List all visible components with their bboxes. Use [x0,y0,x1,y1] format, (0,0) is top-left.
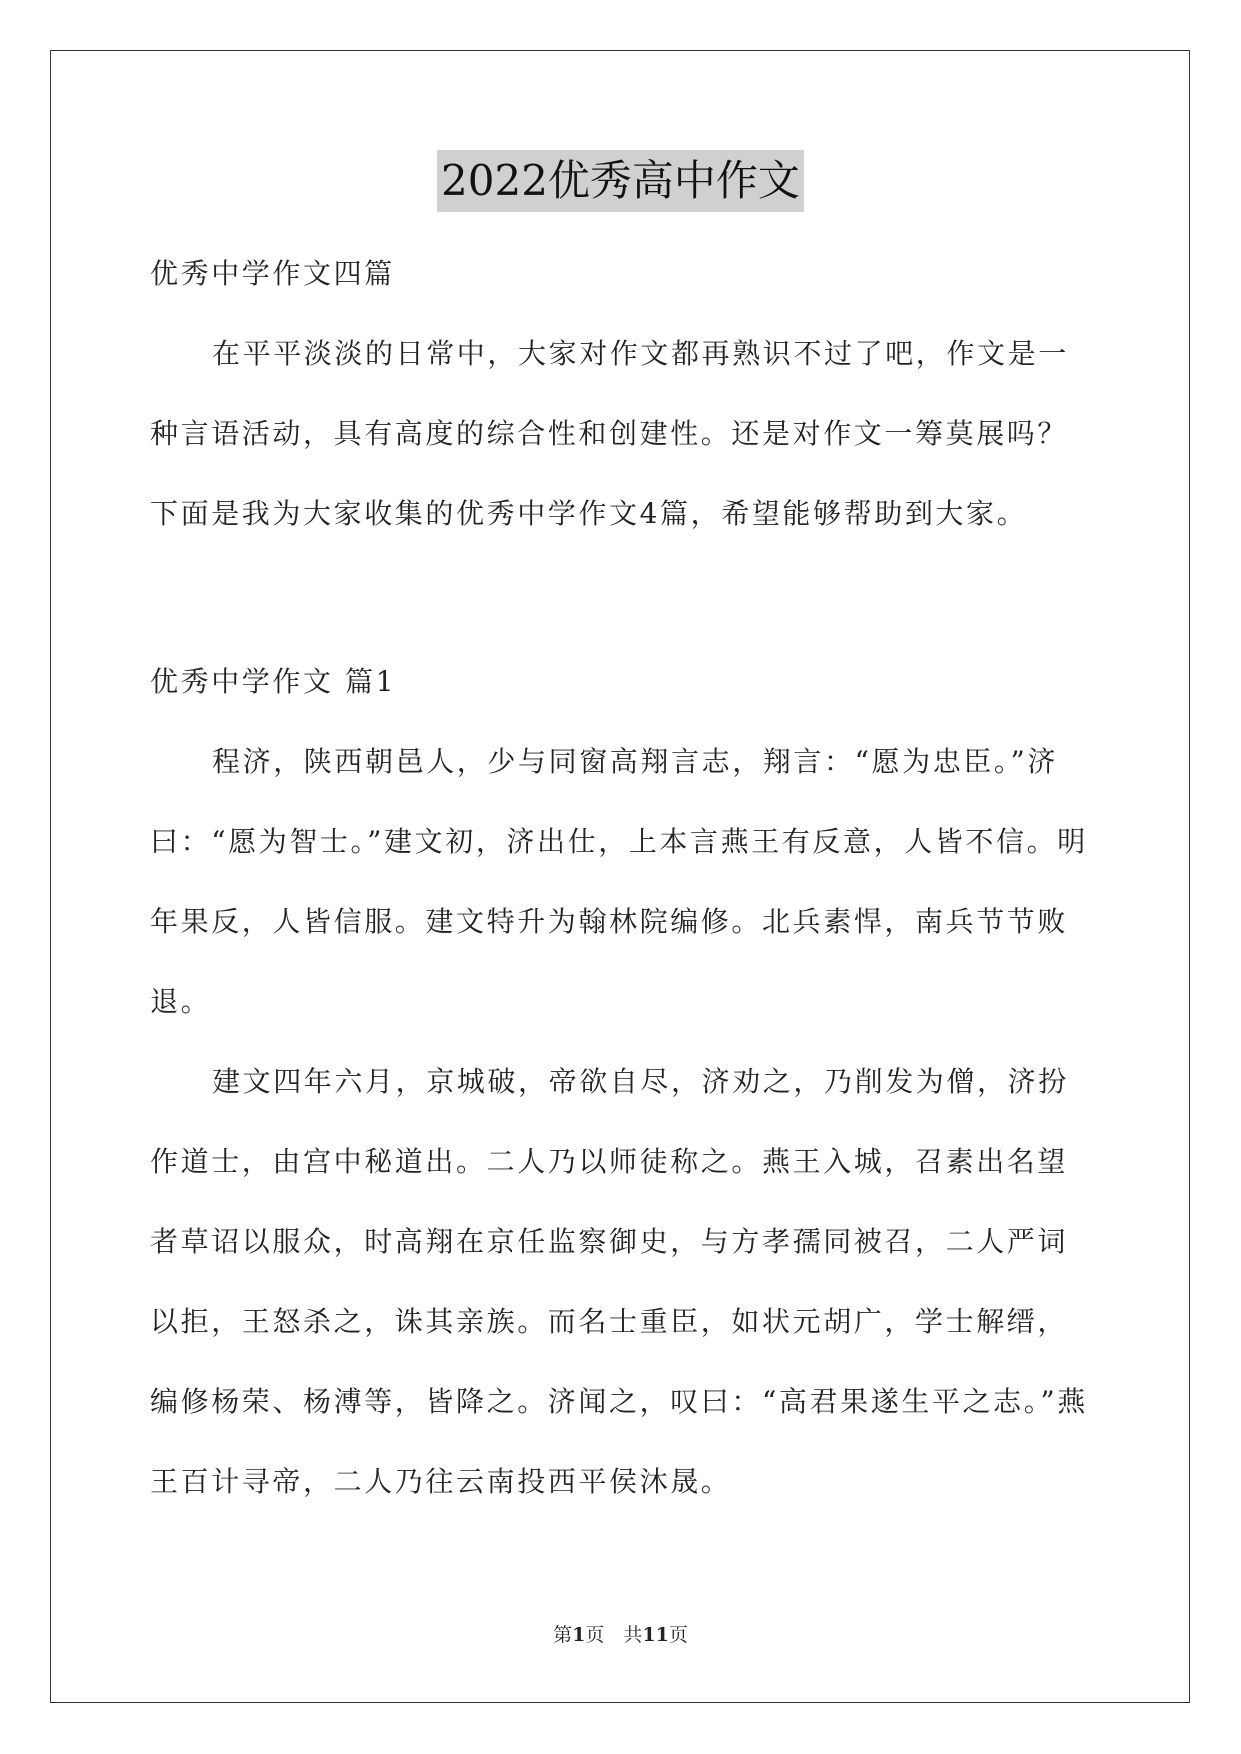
footer-page-prefix: 第 [553,1624,573,1646]
intro-paragraph: 在平平淡淡的日常中，大家对作文都再熟识不过了吧，作文是一种言语活动，具有高度的综合性和创建性。还是对作文一筹莫展吗？下面是我为大家收集的优秀中学作文4篇，希望能够帮助到大家。 [150,337,1069,530]
document-title: 2022优秀高中作文 [437,150,804,212]
footer-page-total: 11 [642,1624,669,1646]
essay-heading: 优秀中学作文 篇1 [150,665,397,698]
document-body [150,234,1090,1522]
title-wrap [0,150,1241,212]
footer-page-current: 1 [572,1624,586,1646]
essay-paragraph: 程济，陕西朝邑人，少与同窗高翔言志，翔言：“愿为忠臣。”济曰：“愿为智士。”建文初，济出仕，上本言燕王有反意，人皆不信。明年果反，人皆信服。建文特升为翰林院编修。北兵素悍，南兵节节败退。 [150,745,1088,1018]
footer-page-suffix: 页 [668,1624,688,1646]
section-heading: 优秀中学作文四篇 [150,257,395,290]
footer-page-mid: 页 共 [585,1624,643,1646]
page-footer [0,1620,1241,1647]
essay-paragraph: 建文四年六月，京城破，帝欲自尽，济劝之，乃削发为僧，济扮作道士，由宫中秘道出。二人乃以师徒称之。燕王入城，召素出名望者草诏以服众，时高翔在京任监察御史，与方孝孺同被召，二人严词以拒，王怒杀之，诛其亲族。而名士重臣，如状元胡广，学士解缙，编修杨荣、杨溥等，皆降之。济闻之，叹曰：“高君果遂生平之志。”燕王百计寻帝，二人乃往云南投西平侯沐晟。 [150,1065,1088,1498]
